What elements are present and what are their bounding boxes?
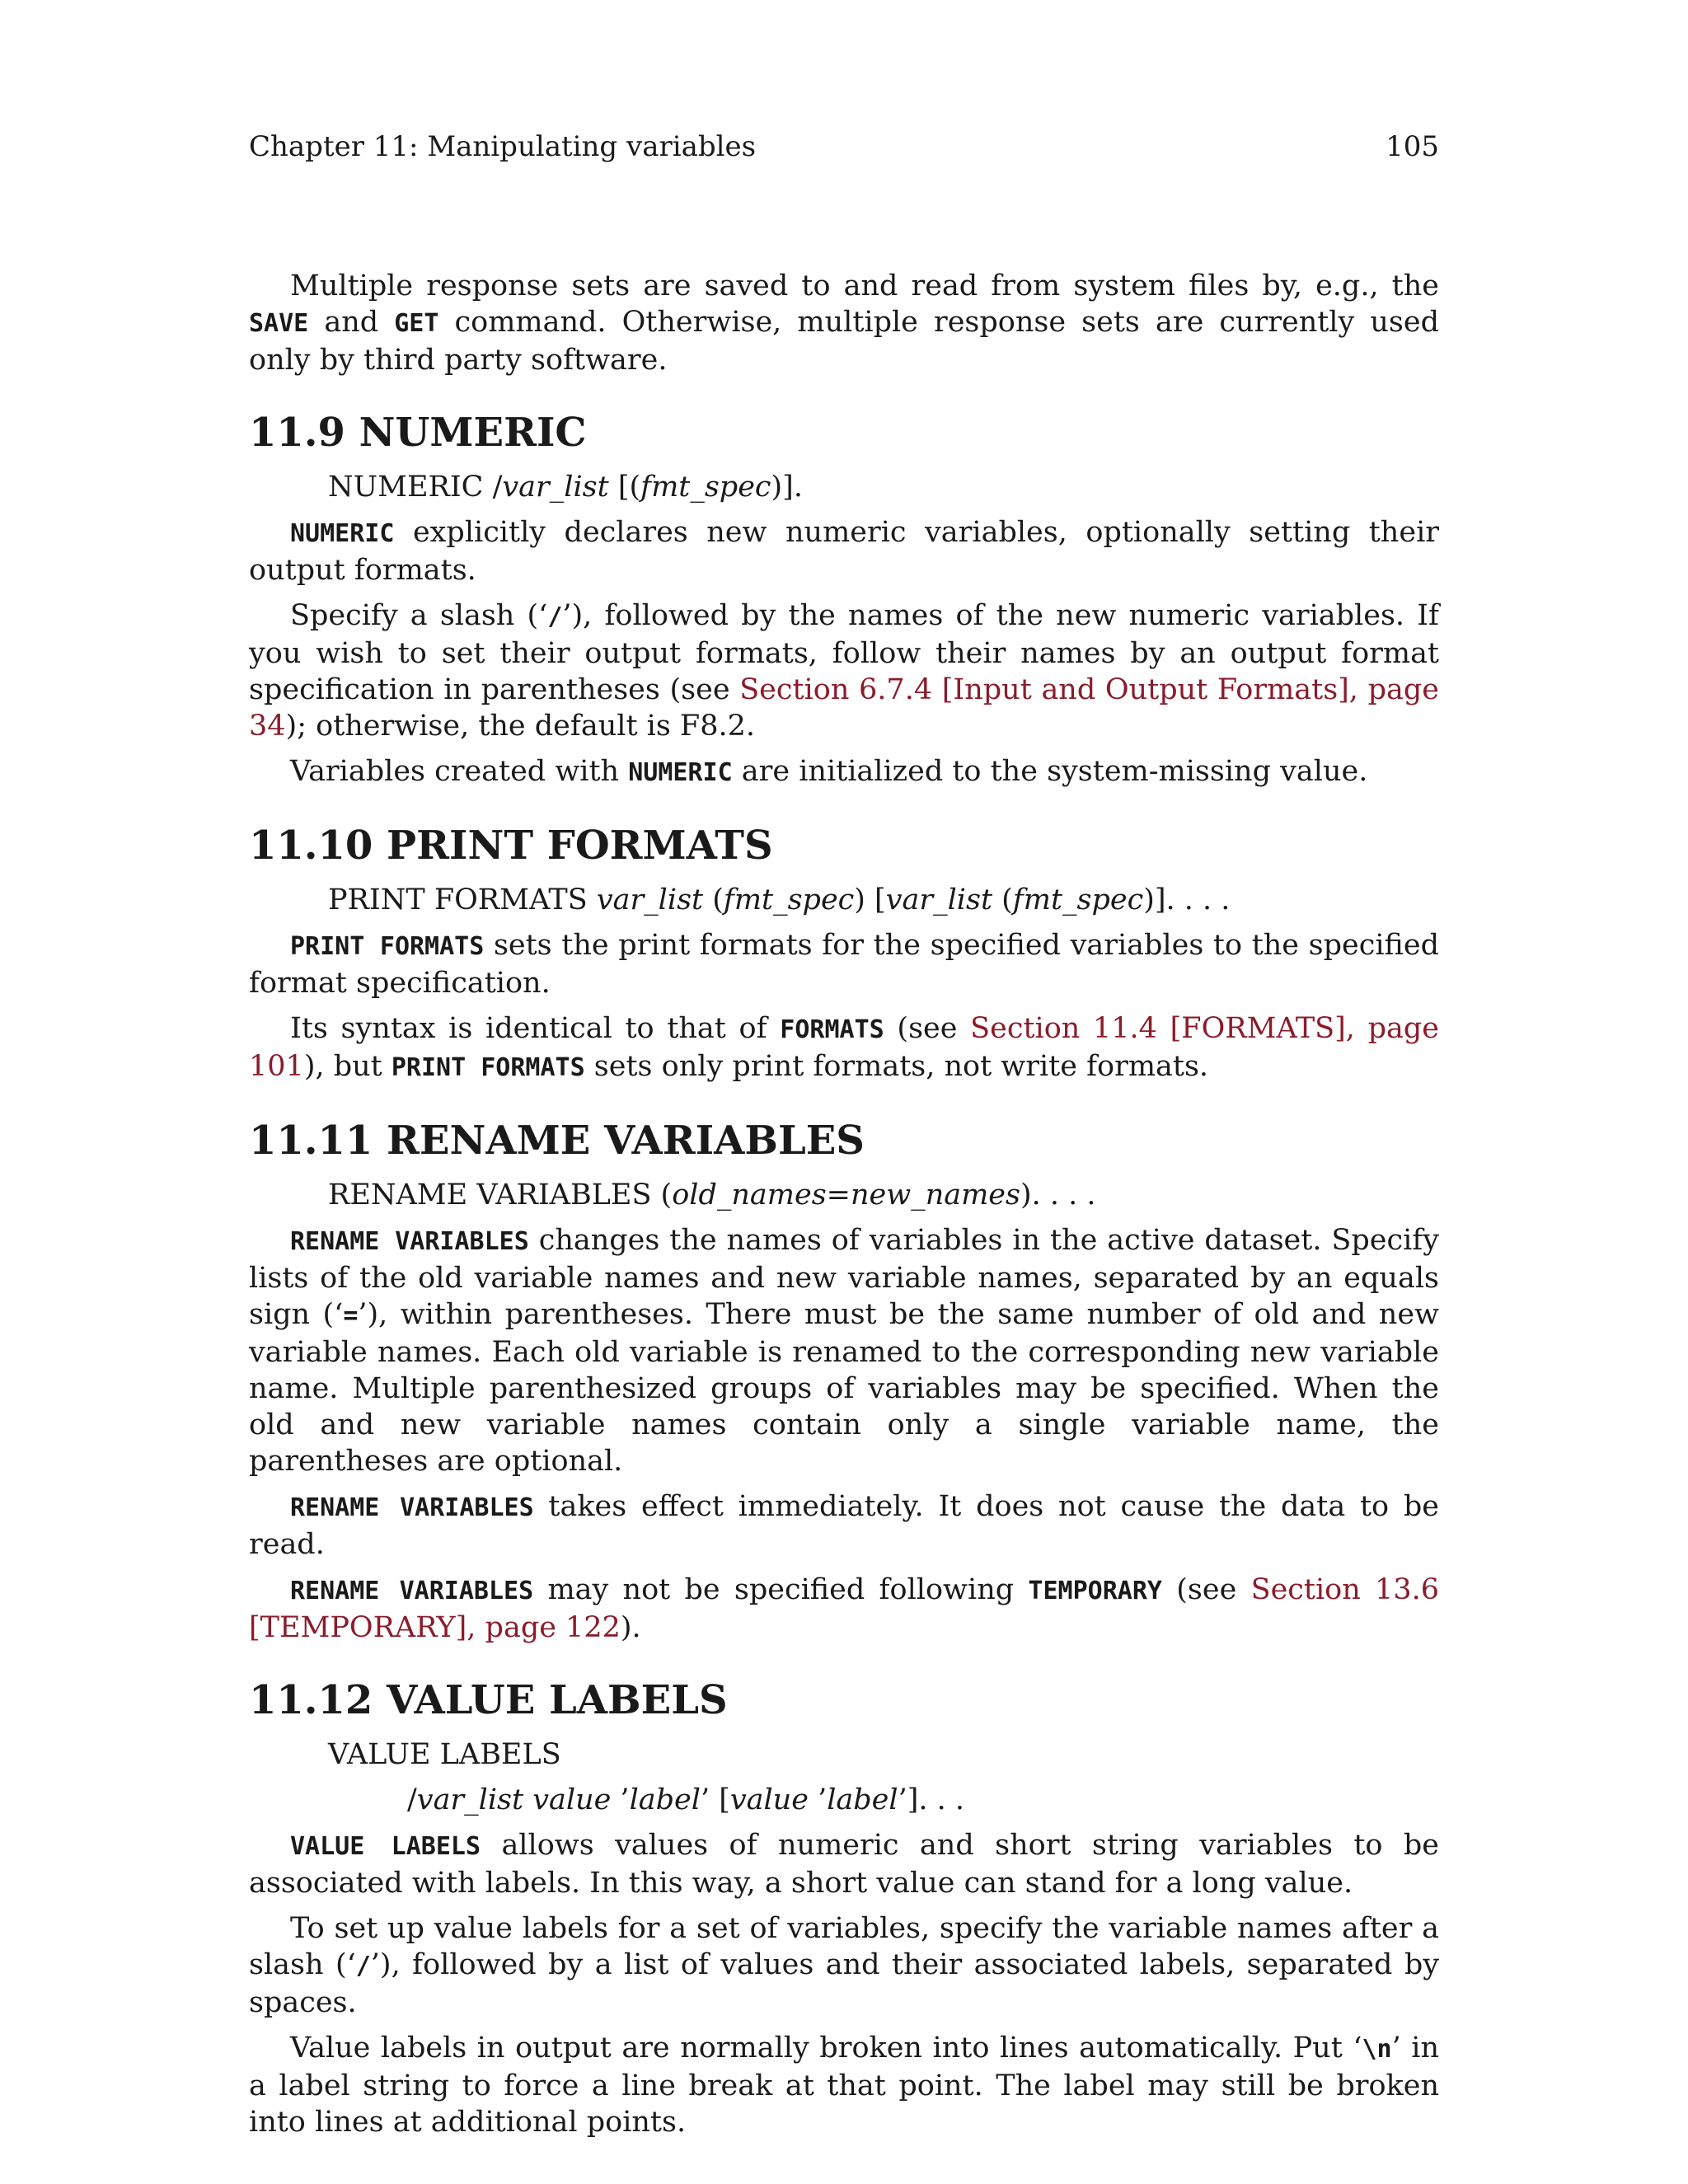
inline-code: GET xyxy=(394,309,439,338)
chapter-title: Chapter 11: Manipulating variables xyxy=(249,130,757,163)
page-body xyxy=(249,268,1439,2149)
syntax-line: /var_list value ’label’ [value ’label’]. . . xyxy=(407,1783,964,1816)
paragraph: RENAME VARIABLES changes the names of variables in the active dataset. Specify lists of the old variable names and new variable names, separated by an equals sign (‘=’), within parentheses. There must be the same number of old and new variable names. Each old variable is renamed to the corresponding new variable name. Multiple parenthesized groups of variables may be specified. When the old and new variable names contain only a single variable name, the parentheses are optional. xyxy=(249,1224,1439,1478)
syntax-line: NUMERIC /var_list [(fmt_spec)]. xyxy=(328,471,803,504)
section-heading-value-labels: 11.12 VALUE LABELS xyxy=(249,1677,728,1723)
syntax-line: VALUE LABELS xyxy=(328,1738,561,1771)
section-heading-print-formats: 11.10 PRINT FORMATS xyxy=(249,823,773,869)
cross-reference-link[interactable]: Section 11.4 [FORMATS], page 101 xyxy=(249,1012,1440,1083)
inline-code: SAVE xyxy=(249,309,309,338)
syntax-line: RENAME VARIABLES (old_names=new_names). . . . xyxy=(328,1179,1096,1212)
paragraph: Value labels in output are normally broken into lines automatically. Put ‘\n’ in a label string to force a line break at that point. The label may still be broken into lines at additional points. xyxy=(249,2032,1439,2139)
paragraph: VALUE LABELS allows values of numeric and short string variables to be associated with labels. In this way, a short value can stand for a long value. xyxy=(249,1829,1439,1900)
syntax-line: PRINT FORMATS var_list (fmt_spec) [var_list (fmt_spec)]. . . . xyxy=(328,883,1231,916)
page-number: 105 xyxy=(1386,130,1439,163)
cross-reference-link[interactable]: Section 6.7.4 [Input and Output Formats], page 34 xyxy=(249,673,1439,743)
paragraph: RENAME VARIABLES may not be specified following TEMPORARY (see Section 13.6 [TEMPORARY], page 122). xyxy=(249,1573,1439,1644)
paragraph: Variables created with NUMERIC are initialized to the system-missing value. xyxy=(290,755,1368,788)
paragraph: Specify a slash (‘/’), followed by the names of the new numeric variables. If you wish to set their output formats, follow their names by an output format specification in parentheses (see Section 6.7.4 [Input and Output Formats], page 34); otherwise, the default is F8.2. xyxy=(249,599,1440,743)
paragraph: Its syntax is identical to that of FORMATS (see Section 11.4 [FORMATS], page 101), but PRINT FORMATS sets only print formats, not write formats. xyxy=(249,1012,1440,1083)
intro-paragraph: Multiple response sets are saved to and read from system files by, e.g., the SAVE and GET command. Otherwise, multiple response sets are currently used only by third party software. xyxy=(249,269,1439,377)
section-heading-rename-variables: 11.11 RENAME VARIABLES xyxy=(249,1118,865,1164)
cross-reference-link[interactable]: Section 13.6 [TEMPORARY], page 122 xyxy=(249,1573,1439,1644)
paragraph: RENAME VARIABLES takes effect immediately. It does not cause the data to be read. xyxy=(249,1490,1440,1561)
paragraph: To set up value labels for a set of variables, specify the variable names after a slash (‘/’), followed by a list of values and their associated labels, separated by spaces. xyxy=(249,1912,1439,2019)
section-heading-numeric: 11.9 NUMERIC xyxy=(249,410,587,456)
running-header xyxy=(249,130,1439,163)
paragraph: PRINT FORMATS sets the print formats for the specified variables to the specified format specification. xyxy=(249,929,1439,1000)
paragraph: NUMERIC explicitly declares new numeric variables, optionally setting their output formats. xyxy=(249,516,1439,587)
